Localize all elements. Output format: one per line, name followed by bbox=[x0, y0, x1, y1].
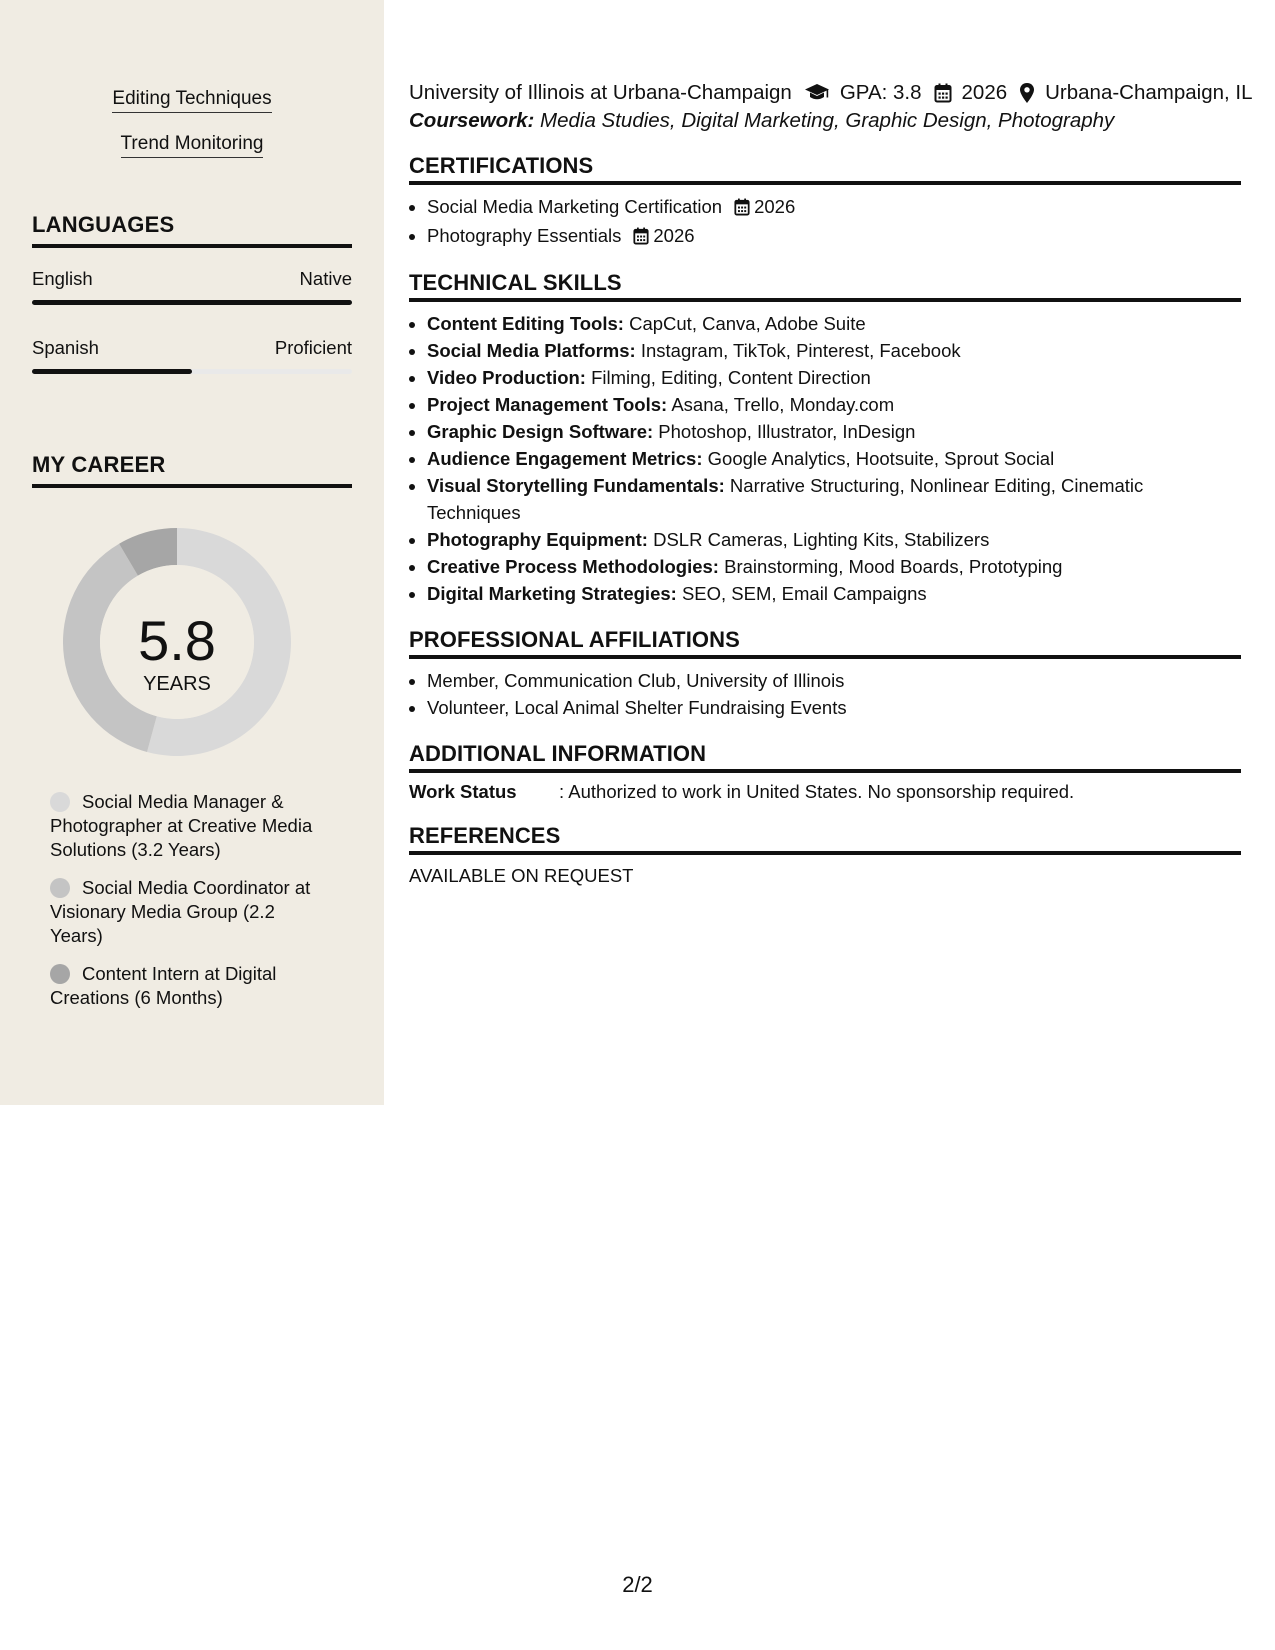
career-item-label: Social Media Coordinator at Visionary Media Group (2.2 Years) bbox=[50, 877, 311, 946]
list-item: • Project Management Tools: Asana, Trello, Monday.com bbox=[427, 391, 1241, 418]
list-item: • Social Media Marketing Certification 2026 bbox=[427, 193, 1241, 222]
list-item: • Photography Essentials 2026 bbox=[427, 222, 1241, 251]
language-bar bbox=[32, 300, 352, 305]
gpa: GPA: 3.8 bbox=[839, 81, 922, 104]
skill-tag: Trend Monitoring bbox=[0, 133, 384, 158]
language-bar-fill bbox=[32, 300, 352, 305]
school-location: Urbana-Champaign, IL bbox=[1045, 81, 1253, 104]
coursework-label: Coursework: bbox=[409, 109, 535, 132]
list-item: • Social Media Platforms: Instagram, TikTok, Pinterest, Facebook bbox=[427, 337, 1241, 364]
language-name: English bbox=[32, 268, 93, 289]
languages-heading: LANGUAGES bbox=[32, 212, 352, 248]
career-item bbox=[50, 790, 330, 862]
career-legend-dot bbox=[50, 792, 70, 812]
career-total-unit: YEARS bbox=[143, 673, 211, 695]
list-item: • Audience Engagement Metrics: Google Analytics, Hootsuite, Sprout Social bbox=[427, 445, 1241, 472]
list-item: • Digital Marketing Strategies: SEO, SEM, Email Campaigns bbox=[427, 580, 1241, 607]
career-donut-chart bbox=[63, 528, 291, 756]
calendar-icon bbox=[734, 198, 750, 216]
career-item bbox=[50, 876, 330, 948]
additional-info-heading: ADDITIONAL INFORMATION bbox=[409, 741, 1241, 773]
school-name: University of Illinois at Urbana-Champaign bbox=[409, 81, 792, 104]
skill-tag: Editing Techniques bbox=[0, 88, 384, 113]
main-content bbox=[409, 78, 1253, 887]
language-level: Native bbox=[299, 268, 352, 289]
list-item: • Content Editing Tools: CapCut, Canva, Adobe Suite bbox=[427, 310, 1241, 337]
references-heading: REFERENCES bbox=[409, 823, 1241, 855]
page-number: 2/2 bbox=[622, 1572, 653, 1597]
career-item-label: Content Intern at Digital Creations (6 Months) bbox=[50, 963, 277, 1008]
affiliations-list bbox=[409, 667, 1241, 721]
location-pin-icon bbox=[1019, 82, 1035, 104]
list-item: • Graphic Design Software: Photoshop, Illustrator, InDesign bbox=[427, 418, 1241, 445]
language-bar-fill bbox=[32, 369, 192, 374]
certification-year: 2026 bbox=[754, 196, 796, 217]
work-status-value: : Authorized to work in United States. No sponsorship required. bbox=[559, 781, 1075, 802]
coursework-list: Media Studies, Digital Marketing, Graphic Design, Photography bbox=[540, 109, 1115, 132]
list-item: • Video Production: Filming, Editing, Content Direction bbox=[427, 364, 1241, 391]
career-heading: MY CAREER bbox=[32, 452, 352, 488]
certifications-list bbox=[409, 193, 1241, 250]
education-line bbox=[409, 78, 1253, 108]
technical-skills-list bbox=[409, 310, 1241, 607]
certifications-heading: CERTIFICATIONS bbox=[409, 153, 1241, 185]
career-legend-dot bbox=[50, 878, 70, 898]
career-item bbox=[50, 962, 330, 1010]
work-status-label: Work Status bbox=[409, 781, 517, 802]
language-spanish bbox=[32, 337, 352, 359]
list-item: • Photography Equipment: DSLR Cameras, Lighting Kits, Stabilizers bbox=[427, 526, 1241, 553]
career-total-value: 5.8 bbox=[138, 609, 216, 672]
coursework bbox=[409, 109, 1241, 133]
list-item: • Volunteer, Local Animal Shelter Fundraising Events bbox=[427, 694, 1241, 721]
graduation-cap-icon bbox=[804, 83, 830, 103]
affiliations-heading: PROFESSIONAL AFFILIATIONS bbox=[409, 627, 1241, 659]
calendar-icon bbox=[934, 83, 952, 103]
sidebar bbox=[0, 0, 384, 1105]
list-item: • Member, Communication Club, University of Illinois bbox=[427, 667, 1241, 694]
work-status-row bbox=[409, 781, 1241, 803]
career-legend-dot bbox=[50, 964, 70, 984]
language-bar bbox=[32, 369, 352, 374]
language-english bbox=[32, 268, 352, 290]
graduation-year: 2026 bbox=[961, 81, 1008, 104]
calendar-icon bbox=[633, 227, 649, 245]
list-item: • Creative Process Methodologies: Brainstorming, Mood Boards, Prototyping bbox=[427, 553, 1241, 580]
references-text: AVAILABLE ON REQUEST bbox=[409, 865, 634, 886]
career-item-label: Social Media Manager & Photographer at Creative Media Solutions (3.2 Years) bbox=[50, 791, 313, 860]
language-level: Proficient bbox=[274, 337, 352, 358]
technical-skills-heading: TECHNICAL SKILLS bbox=[409, 270, 1241, 302]
list-item: • Visual Storytelling Fundamentals: Narrative Structuring, Nonlinear Editing, Cinematic Techniques bbox=[427, 472, 1241, 526]
career-list bbox=[50, 790, 330, 1024]
language-name: Spanish bbox=[32, 337, 99, 358]
certification-year: 2026 bbox=[653, 224, 695, 246]
